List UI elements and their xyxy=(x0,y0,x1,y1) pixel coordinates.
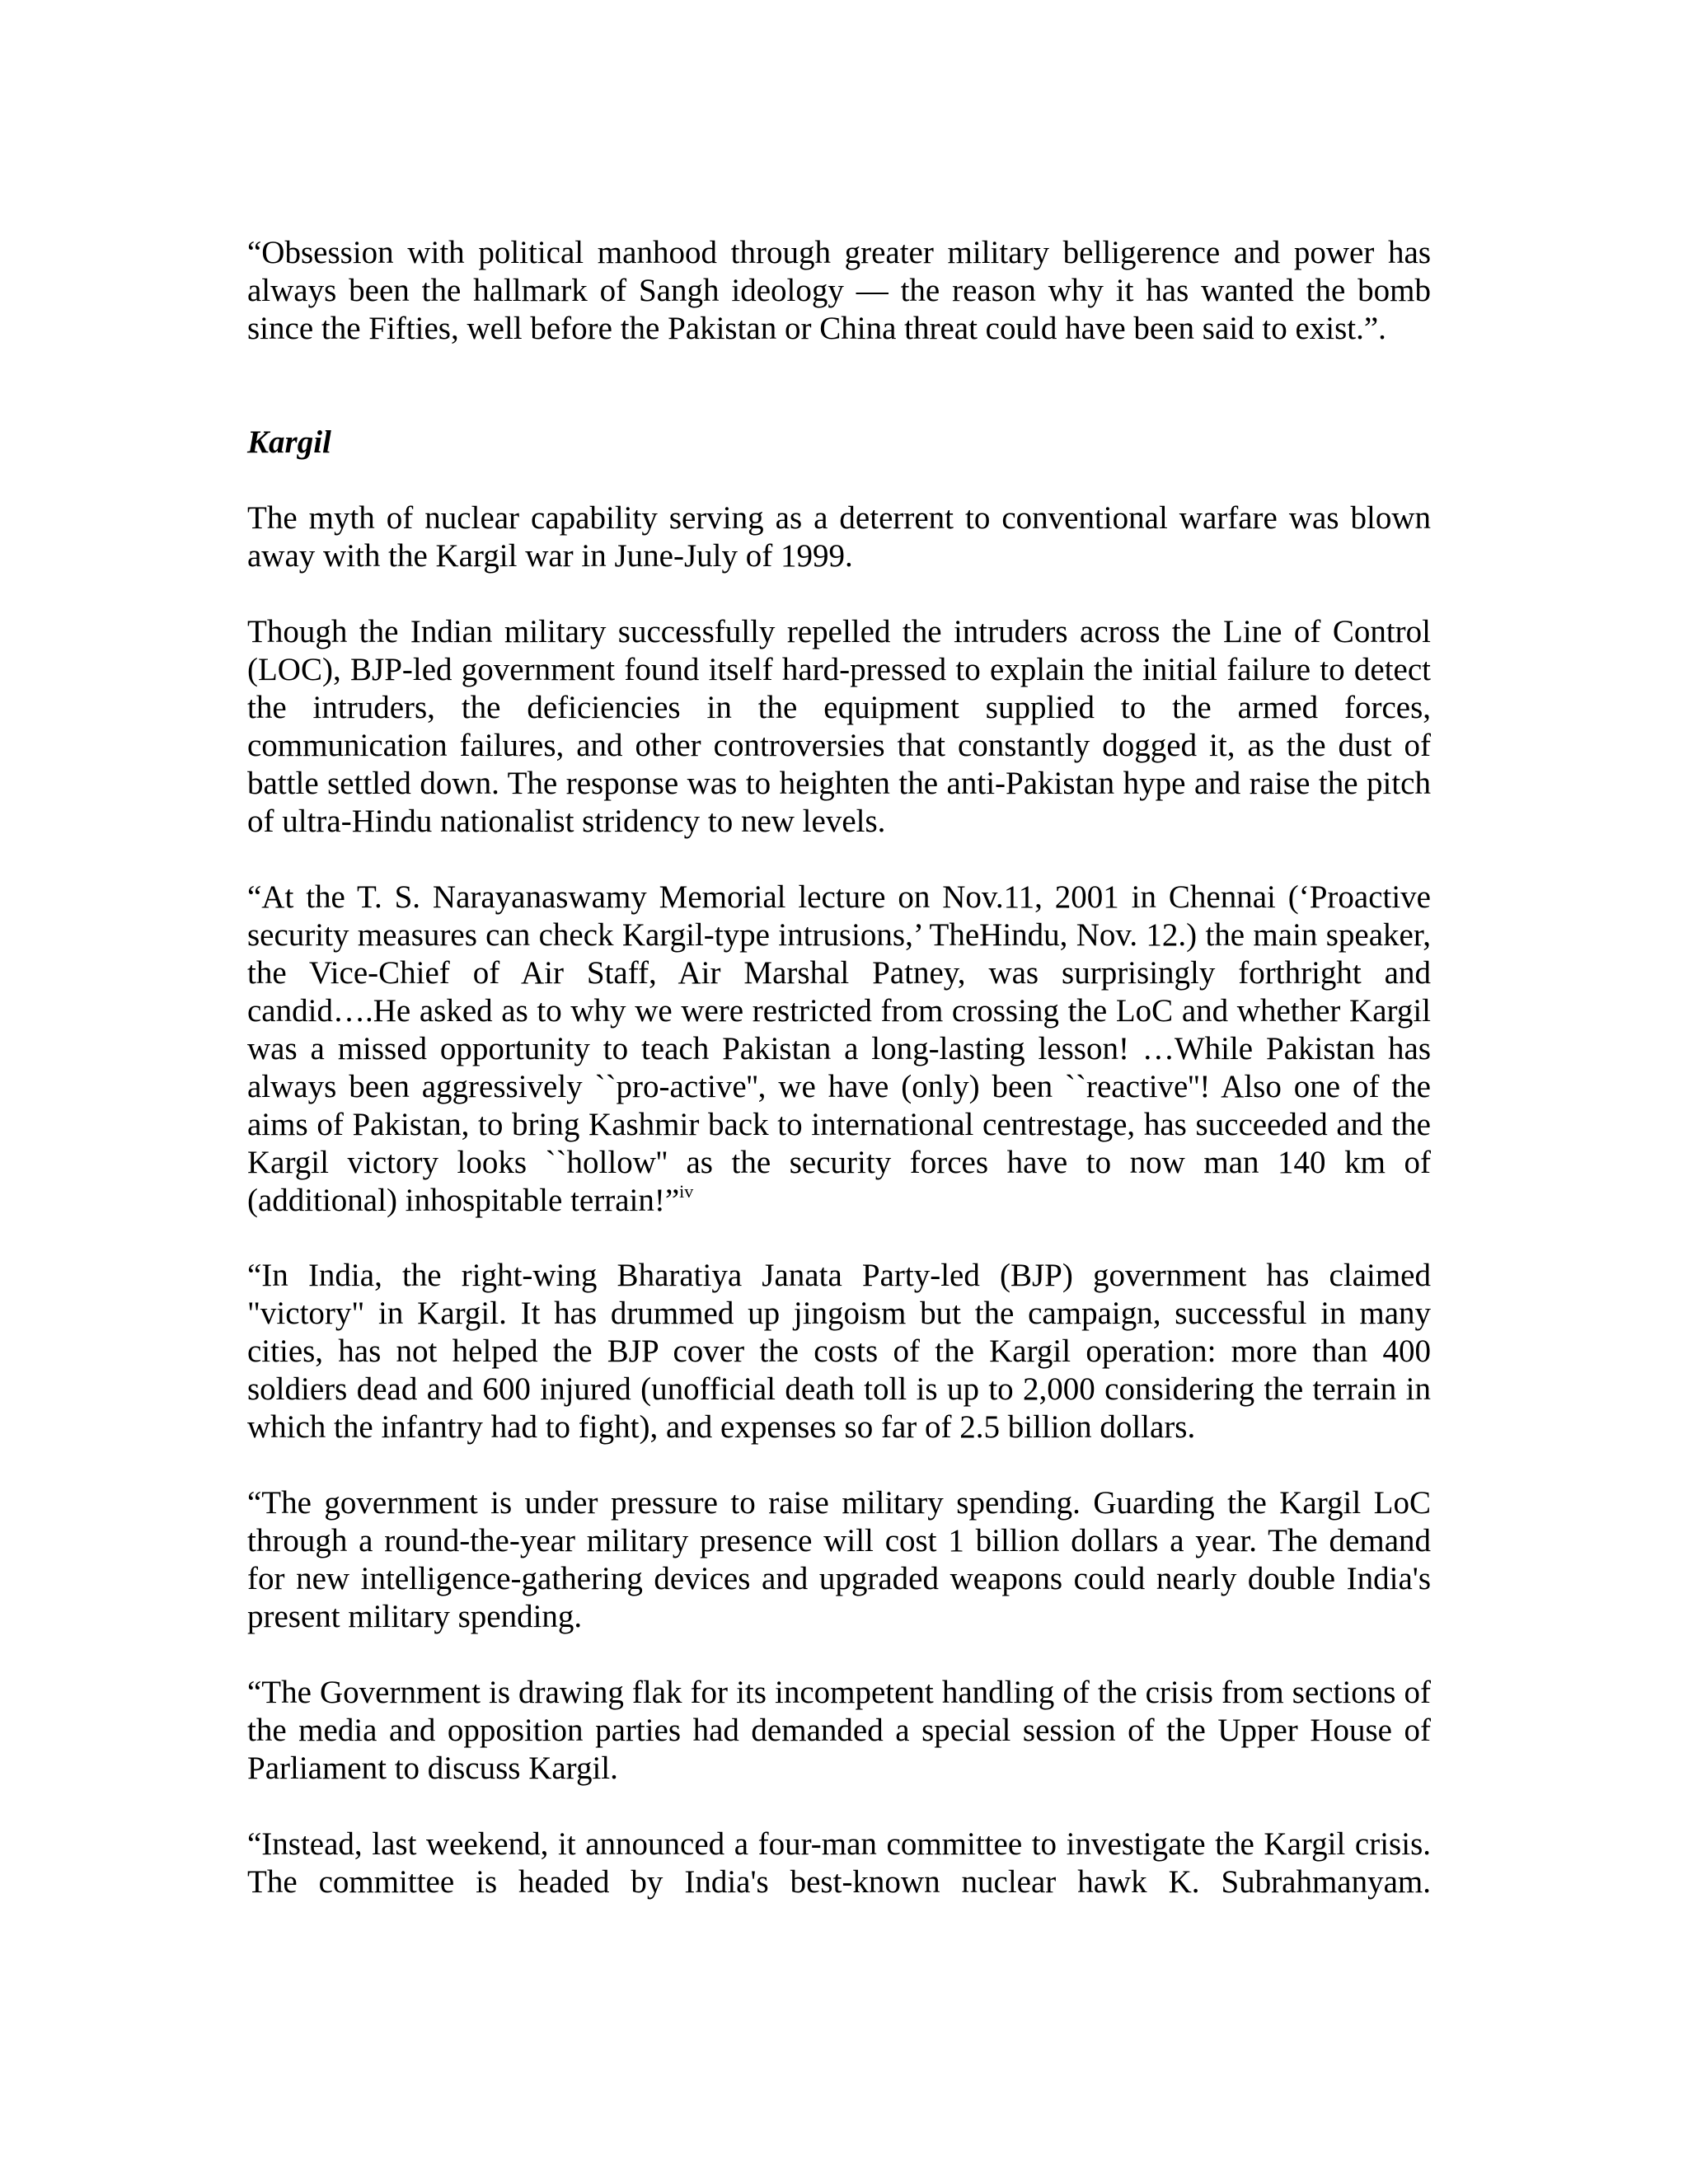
paragraph-text: “The Government is drawing flak for its incompetent handling of the crisis from sections of the media and opposition parties had demanded a special session of the Upper House of Parliament to discuss Kargil. xyxy=(247,1675,1431,1786)
paragraph-bjp-victory xyxy=(247,1257,1431,1446)
paragraph-text: The myth of nuclear capability serving as a deterrent to conventional warfare was blown away with the Kargil war in June-July of 1999. xyxy=(247,500,1431,574)
paragraph-indian-military xyxy=(247,613,1431,841)
section-heading-kargil: Kargil xyxy=(247,424,331,460)
paragraph-nuclear-myth xyxy=(247,499,1431,575)
paragraph-military-spending xyxy=(247,1484,1431,1636)
paragraph-sangh-ideology-quote xyxy=(247,234,1431,348)
paragraph-narayanaswamy-lecture xyxy=(247,879,1431,1220)
paragraph-text: “In India, the right-wing Bharatiya Janata Party-led (BJP) government has claimed "victory" in Kargil. It has drummed up jingoism but the campaign, successful in many cities, has not helped the BJP cover the costs of the Kargil operation: more than 400 soldiers dead and 600 injured (unofficial death toll is up to 2,000 considering the terrain in which the infantry had to fight), and expenses so far of 2.5 billion dollars. xyxy=(247,1258,1431,1445)
paragraph-text: “Instead, last weekend, it announced a four-man committee to investigate the Kargil crisis. The committee is headed by India's best-known nuclear hawk K. Subrahmanyam. xyxy=(247,1826,1431,1900)
paragraph-text: Though the Indian military successfully repelled the intruders across the Line of Control (LOC), BJP-led government found itself hard-pressed to explain the initial failure to detect the intruders, the deficiencies in the equipment supplied to the armed forces, communication failures, and other controversies that constantly dogged it, as the dust of battle settled down. The response was to heighten the anti-Pakistan hype and raise the pitch of ultra-Hindu nationalist stridency to new levels. xyxy=(247,614,1431,839)
paragraph-text: “Obsession with political manhood through greater military belligerence and power has always been the hallmark of Sangh ideology — the reason why it has wanted the bomb since the Fifties, well before the Pakistan or China threat could have been said to exist.”. xyxy=(247,235,1431,346)
paragraph-text: “At the T. S. Narayanaswamy Memorial lecture on Nov.11, 2001 in Chennai (‘Proactive security measures can check Kargil-type intrusions,’ TheHindu, Nov. 12.) the main speaker, the Vice-Chief of Air Staff, Air Marshal Patney, was surprisingly forthright and candid….He asked as to why we were restricted from crossing the LoC and whether Kargil was a missed opportunity to teach Pakistan a long-lasting lesson! …While Pakistan has always been aggressively ``pro-active'', we have (only) been ``reactive''! Also one of the aims of Pakistan, to bring Kashmir back to international centrestage, has succeeded and the Kargil victory looks ``hollow'' as the security forces have to now man 140 km of (additional) inhospitable terrain!” xyxy=(247,879,1431,1218)
paragraph-government-flak xyxy=(247,1674,1431,1788)
paragraph-committee xyxy=(247,1825,1431,1901)
footnote-marker: iv xyxy=(679,1181,694,1202)
paragraph-text: “The government is under pressure to raise military spending. Guarding the Kargil LoC through a round-the-year military presence will cost 1 billion dollars a year. The demand for new intelligence-gathering devices and upgraded weapons could nearly double India's present military spending. xyxy=(247,1485,1431,1634)
